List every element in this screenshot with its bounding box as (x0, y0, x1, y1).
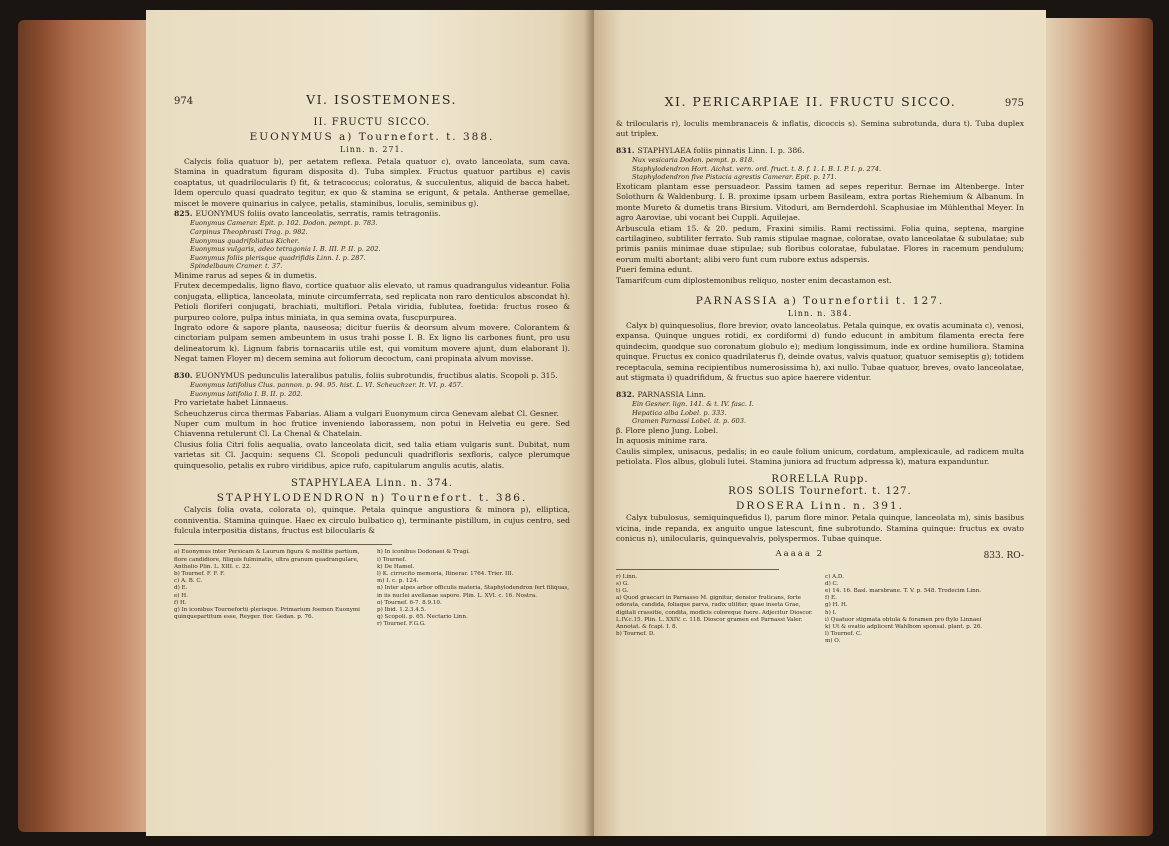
footnote: a) Euonymus inter Persicam & Laurum figura & mollitie partium, flore candidiore, filiquis fulminatis, ultra granum quadrangulare, Anthelio Plin. L. XIII. c. 22. (174, 549, 360, 570)
footnote: r) Linn. (616, 573, 638, 580)
footnote: h) I. (825, 609, 837, 616)
footnote: f) H. (174, 599, 187, 606)
footnote: b) Tournef. F. F. F. (174, 570, 225, 577)
genus-heading-drosera: DROSERA Linn. n. 391. (736, 500, 904, 513)
uses-paragraph: Ingrato odore & sapore planta, nauseosa; dicitur fueriis & deorsum alvum movere. Colorantem & cinctoriam pulpam semen ambeuntem in usus trahi posse I. B. Ex ligno lis carbones fiunt, pro usu delineatorum k). Lignum fabris tornacariis utile est, qui vomitum movere ajunt, dum elaborant l). Negat tamen Floyer m) decem semina aut foliorum decoctum, cani propinata alvum movisse. (174, 323, 570, 364)
species-831: 831. STAPHYLAEA foliis pinnatis Linn. I. p. 386. (616, 145, 805, 155)
text-paragraph: Tamarifcum cum diplostemonibus reliquo, noster enim decastamon est. (616, 275, 892, 285)
footnote: k) Ut & ovatio adplicent Wahlbom sponsal. plant. p. 26. (825, 623, 983, 630)
genus-heading-euonymus: EUONYMUS a) Tournefort. t. 388. (249, 131, 495, 143)
synonym: Euonymus latifolius Clus. pannon. p. 94. 95. hist. L. VI. Scheuchzer. It. VI. p. 457. (190, 381, 464, 390)
footnote-rule (174, 544, 392, 545)
genus-heading-rorella: RORELLA Rupp. (771, 474, 869, 486)
left-page (146, 10, 594, 836)
footnote: l) K. cirrucito memoria, Itinerar. 1764. Trier. III. (377, 570, 514, 577)
footnote: k) De Hamel. (377, 563, 415, 570)
footnotes (616, 574, 1024, 646)
footnote: r) Tournef. F.G.G. (377, 621, 426, 628)
genus-heading-ros-solis: ROS SOLIS Tournefort. t. 127. (728, 486, 912, 498)
synonym: Staphylodendron Hort. Aichst. vern. ord. fruct. t. 8. f. 1. I. B. I. P. I. p. 274. (632, 164, 882, 173)
text-paragraph: In aquosis minime rara. (616, 436, 708, 446)
footnote-rule (616, 569, 779, 570)
footnote: g) In iconibus Tournefortii plerisque. Primarium foemen Euonymi quinquepartitum esse, Reyger. flor. Gedan. p. 76. (174, 606, 360, 621)
genus-description: Calyx tubulosus, semiquinquefidus l), parum flore minor. Petala quinque, lanceolata m), sinis basibus vicina, inde repanda, ex anguito ungue latescunt, fine subrotundo. Stamina quinque: fructus ex ovato conicus n), unilocularis, quinquevalvis, polyspermos. Tubae quinque. (616, 513, 1024, 544)
footnote: l) Tournef. C. (825, 631, 862, 638)
footnote: i) Quatuor stigmata obtula & foramen pro ftylo Linnaei (825, 616, 982, 623)
genus-heading-staphylaea: STAPHYLAEA Linn. n. 374. (291, 478, 453, 490)
footnote: m) O. (825, 638, 841, 645)
footnote: n) Inter alpes arbor officulis materia, Staphylodendron fert filiquas, in iis nuclei avellanae sapore. Plin. L. XVI. c. 16. Nostra. (377, 585, 570, 599)
synonym: Euonymus quadrifoliatus Kicher. (190, 236, 300, 245)
footnote: i) Tournef. (377, 556, 407, 563)
footnote: m) I. c. p. 124. (377, 578, 419, 585)
text-paragraph: Nuper cum multum in hoc frutice inveniendo laborassem, non potui in Helvetia eu gere. Sed Chiavenna retulerunt Cl. La Chenal & Chatelain. (174, 419, 570, 439)
right-page-block-edge (1033, 18, 1153, 836)
synonym: Euonymus vulgaris, adeo tetragonia I. B. III. P. II. p. 202. (190, 245, 381, 254)
genus-description: Calyx b) quinquesolius, flore brevior, ovato lanceolatus. Petala quinque, ex ovatis acuminata c), venosi, expansa. Quinque ungues rotidi, ex cordiformi d) fundo educunt in ambitum filamenta erecta fere quindecim, quodque suo coronatum globulo e); medium longissimum, inde ex ordine humiliora. Stamina quinque. Fructus ex conico quadrilaterus f), deinde ovatus, valvis quatuor, quatuor semiseptis g); totidem receptacula, semina recipientibus numerosissima h), axi nullo. Tubae quatuor, breves, ovato lanceolatae, aut stigmata i) quadrifidum, & fructus suo apice haerere videntur. (616, 321, 1024, 383)
footnote: c) A.D. (825, 573, 844, 580)
habitat-paragraph: Minime rarus ad sepes & in dumetis. (174, 271, 317, 280)
footnote: o) Tournef. 6-7. 8.9.10. (377, 599, 442, 606)
genus-description: Calycis folia ovata, colorata o), quinque. Petala quinque angustiora & minora p), elliptica, conniventia. Stamina quinque. Haec ex circulo bulbatico q), terminante pistillum, in cujus centro, sed fulcula interpositia distans, fructus est bilocularis & (174, 505, 570, 535)
synonym: Euonymus Camerar. Epit. p. 102. Dodon. pempt. p. 783. (190, 219, 378, 228)
synonym: Ein Gesner. lign. 141. & t. IV. fasc. I. (632, 399, 754, 408)
right-running-title: XI. PERICARPIAE II. FRUCTU SICCO. (664, 94, 957, 109)
footnote: f) E. (825, 595, 837, 602)
section-heading: II. FRUCTU SICCO. (313, 117, 431, 128)
synonym: Spindelbaum Cramer. t. 37. (190, 262, 283, 271)
footnotes (174, 549, 570, 628)
species-832: 832. PARNASSIA Linn. (616, 389, 707, 399)
species-830: 830. EUONYMUS pedunculis lateralibus patulis, foliis subrotundis, fructibus alatis. Scopoli p. 315. (174, 370, 558, 380)
footnote: q) Scopoli. p. 65. Nectario Linn. (377, 614, 468, 621)
footnote: a) Quod graecari in Parnasso M. gignitur, densior fruticans, forte odorata, candida, foliaque parva, radix utiliter, quae inseta Grae, digitali crassitie, condita, modicis coloreque fuere. Adjecitur Dioscor. L.IV.c.15. Plin. L. XXIV. c. 118. Dioscor gramen est Parnassi Valer. Annotat. & fcapi. I. 8. (616, 595, 813, 630)
left-page-block-edge (18, 20, 158, 832)
signature-mark: Aaaaa 2 (775, 548, 825, 559)
footnote: b) Tournef. D. (616, 631, 655, 638)
footnote: d) C. (825, 580, 839, 587)
footnote: h) In iconibus Dodonaei & Tragi. (377, 549, 470, 556)
right-page-number: 975 (1004, 98, 1024, 109)
genus-heading-parnassia: PARNASSIA a) Tournefortii t. 127. (695, 295, 945, 308)
text-paragraph: Scheuchzerus circa thermas Fabarias. Aliam a vulgari Euonymum circa Genevam alebat Cl. Gesner. (174, 408, 559, 418)
footnote: e) H. (174, 592, 188, 599)
text-paragraph: Pro varietate habet Linnaeus. (174, 398, 289, 408)
footnote: g) H. H. (825, 602, 848, 609)
synonym: Hepatica alba Lobel. p. 333. (632, 408, 727, 417)
footnote: c) A. B. C. (174, 578, 203, 585)
linn-reference: Linn. n. 271. (339, 145, 405, 154)
left-running-head (174, 92, 570, 107)
genus-description: Calycis folia quatuor b), per aetatem reflexa. Petala quatuor c), ovato lanceolata, sum cava. Stamina in quadratum figuram disposita d). Tuba simplex. Fructus quatuor partibus e) cavis coaptatus, ut quadrilocularis f) fit, & tetracoccus; coloratus, & succulentus, aliquid de bacca habet. Idem operculo quasi quadrato tegitur, ex quo & stamina se erigunt, & petala. Antherae gemellae, miscet le movere quinarius in calyce, petalis, staminibus, loculis, seminibus g). (174, 157, 570, 208)
catchword: 833. RO- (983, 550, 1024, 561)
species-825: 825. EUONYMUS foliis ovato lanceolatis, serratis, ramis tetragoniis. (174, 209, 441, 219)
synonym: Euonymus foliis plerisque quadrifidis Linn. I. p. 287. (190, 253, 366, 262)
synonym: Carpinus Theophrasti Trag. p. 982. (190, 228, 308, 237)
text-paragraph: Clusius folia Citri folis aequalia, ovato lanceolata dicit, sed talia etiam vulgaris sunt. Dubitat, num varietas sit Cl. Jacquin: sequens Cl. Scopoli pedunculi quadrifloris sexfloris, calyce plerumque quinquesolio, petalis ex rubro viridibus, apice rufo, capitularum angulis acutis, alatis. (174, 439, 570, 470)
description-paragraph: Caulis simplex, unisacus, pedalis; in eo caule folium unicum, cordatum, amplexicaule, ad radicem multa petiolata. Flos albus, globuli lutei. Stamina juniora ad fructum adpressa k), matura expanduntur. (616, 446, 1024, 466)
footnote: t) G. (616, 587, 629, 594)
synonym: Gramen Parnassi Lobel. it. p. 603. (632, 417, 747, 426)
left-running-title: VI. ISOSTEMONES. (306, 92, 457, 107)
synonym: Euonymus latifolia I. B. II. p. 202. (190, 389, 303, 398)
footnote: e) 14. 16. Basl. marsbrane. T. V. p. 548. Trodecim Linn. (825, 587, 982, 594)
continued-paragraph: & trilocularis r), loculis membranaceis & inflatis, dicoccis s). Semina subrotunda, dura t). Tuba duplex aut triplex. (616, 119, 1024, 139)
genus-heading-staphylodendron: STAPHYLODENDRON n) Tournefort. t. 386. (216, 492, 528, 505)
right-running-head (616, 94, 1024, 109)
text-paragraph: Pueri femina edunt. (616, 265, 693, 275)
description-paragraph: Arbuscula etiam 15. & 20. pedum, Fraxini similis. Rami rectissimi. Folia quina, septena, margine cartilagineo, subtiliter ferrato. Sub ramis stipulae magnae, coloratae, ovato lanceolatae & subulatae; sub primis paniis minimae duae stipulae; sub floribus coloratae, fubulatae. Flores in racemum pendulum; eorum multi abortant; alibi vero funt cum rubore extus adspersis. (616, 223, 1024, 264)
open-book (18, 6, 1153, 842)
synonym: Nux vesicaria Dodon. pempt. p. 818. (632, 156, 755, 165)
synonym: Staphylodendron five Pistacia agrestis Camerar. Epit. p. 171. (632, 173, 837, 182)
linn-reference: Linn. n. 384. (787, 309, 853, 319)
left-page-number: 974 (174, 96, 194, 107)
footnote: s) G. (616, 580, 629, 587)
footnote: d) E. (174, 585, 188, 592)
habitat-paragraph: Exoticam plantam esse persuadeor. Passim tamen ad sepes reperitur. Bernae im Altenberge. Inter Solothurn & Waldenburg. I. B. proxime ipsam urbem Basileam, extra portas Riehemium & Albanum. In monte Mureto & dumetis trans Birsium. Vitoduri, am Bernderdohl. Scaphusiae im Mühlenthal Meyer. In agro Aaroviae, ubi vocant bei Cuppli. Aquilejae. (616, 182, 1024, 223)
right-page (594, 10, 1046, 836)
footnote: p) Ibid. 1.2.3.4.5. (377, 606, 426, 613)
description-paragraph: Frutex decempedalis, ligno flavo, cortice quatuor alis elevato, ut ramus quadrangulus videantur. Folia conjugata, elliptica, lanceolata, minute circumferrata, sed replicata non raro denticulos abscondat h). Petioli floriferi conjugati, brachiati, multiflori. Petala viridia, fublutea, foetida: fructus roseo & purpureo colore, pulpa intus miniata, in qua semina ovata, fuscpurpurea. (174, 281, 570, 322)
text-paragraph: β. Flore pleno Jung. Lobel. (616, 425, 719, 435)
synonym-list (174, 219, 570, 271)
